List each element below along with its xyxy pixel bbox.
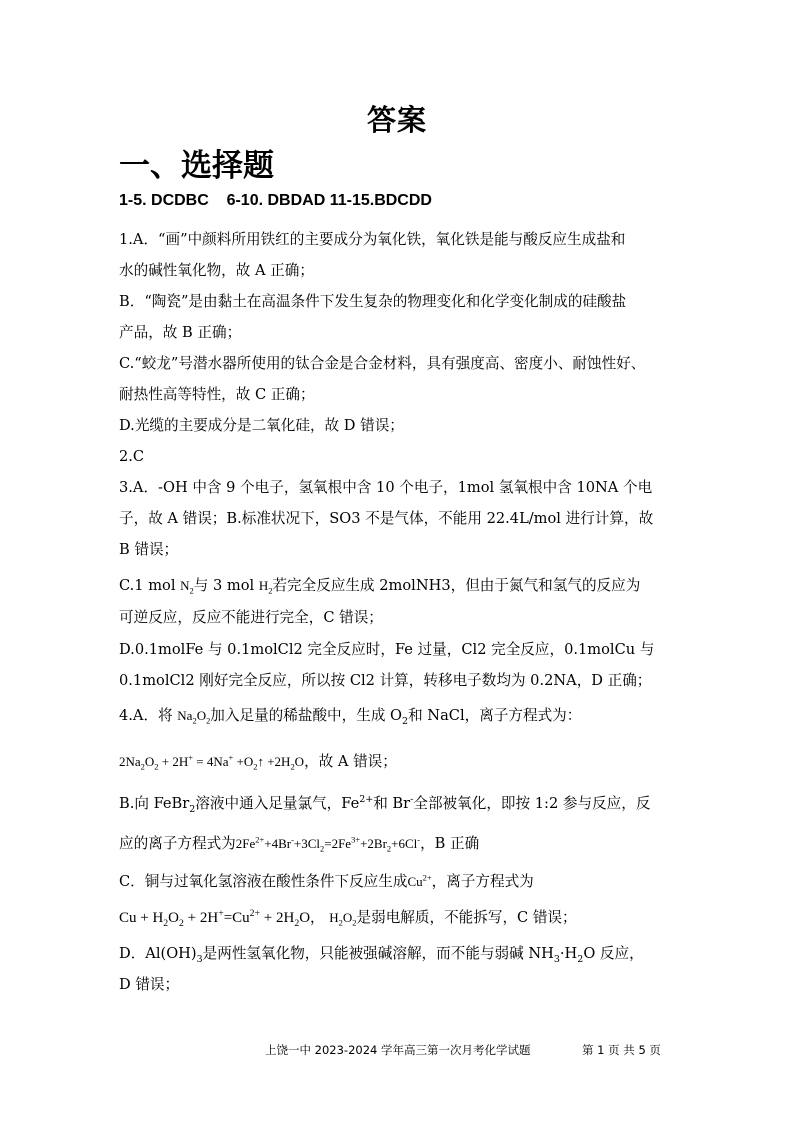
cu2plus-formula: $Cu^{2+}$ <box>407 872 432 889</box>
q4-d-line2: D 错误； <box>119 976 180 993</box>
q1-a-line1: 1.A．“画”中颜料所用铁红的主要成分为氧化铁，氧化铁是能与酸反应生成盐和 <box>119 231 626 248</box>
footer-title: 上饶一中 2023-2024 学年高三第一次月考化学试题 <box>265 1043 531 1057</box>
febr2-cl2-equation: $2Fe^{2+}+4Br^-+3Cl_2=2Fe^{3+}+2Br_2+6Cl^-$ <box>235 834 421 854</box>
q4-b-line1: B.向 FeBr$_2$溶液中通入足量氯气，$Fe^{2+}$和 Br-全部被氧化，即按 1:2 参与反应，反 <box>119 794 651 815</box>
answer-key: 1-5. DCDBC 6-10. DBDAD 11-15.BDCDD <box>119 192 432 209</box>
section-heading: 一、选择题 <box>119 148 274 184</box>
q3-a-line3: B 错误； <box>119 541 179 558</box>
q1-c-line1: C.“蛟龙”号潜水器所使用的钛合金是合金材料，具有强度高、密度小、耐蚀性好、 <box>119 355 646 372</box>
cu-h2o2-equation: $Cu + H_2O_2 + 2H^+=Cu^{2+} + 2H_2O$ <box>119 908 311 929</box>
h2-formula: $H_2$ <box>258 578 273 596</box>
q1-d-line1: D.光缆的主要成分是二氧化硅，故 D 错误； <box>119 417 404 434</box>
q3-a-line1: 3.A．-OH 中含 9 个电子，氢氧根中含 10 个电子，1mol 氢氧根中含 10NA 个电 <box>119 479 653 496</box>
q4-c-line1: C．铜与过氧化氢溶液在酸性条件下反应生成$Cu^{2+}$，离子方程式为 <box>119 872 534 890</box>
q1-b-line1: B．“陶瓷”是由黏土在高温条件下发生复杂的物理变化和化学变化制成的硅酸盐 <box>119 293 627 310</box>
q1-a-line2: 水的碱性氧化物，故 A 正确； <box>119 262 314 279</box>
q3-c-line1: C.1 mol $N_2$与 3 mol $H_2$若完全反应生成 2molNH3，但由于氮气和氢气的反应为 <box>119 577 641 596</box>
q3-c-line2: 可逆反应，反应不能进行完全，C 错误； <box>119 609 383 626</box>
page-title: 答案 <box>366 103 427 137</box>
n2-formula: $N_2$ <box>180 578 194 596</box>
q4-c-equation: $Cu + H_2O_2 + 2H^+=Cu^{2+} + 2H_2O$， $H_2O_2$是弱电解质，不能拆写，C 错误； <box>119 908 577 929</box>
q1-c-line2: 耐热性高等特性，故 C 正确； <box>119 386 315 403</box>
na2o2-hcl-equation: $2Na_2O_2 + 2H^+ = 4Na^+$ $+O_2↑ +2H_2O$ <box>119 752 305 772</box>
q2-line1: 2.C <box>119 448 145 465</box>
q1-b-line2: 产品，故 B 正确； <box>119 324 242 341</box>
q3-a-line2: 子，故 A 错误；B.标准状况下，SO3 不是气体，不能用 22.4L/mol 进行计算，故 <box>119 510 654 527</box>
q3-d-line2: 0.1molCl2 刚好完全反应，所以按 Cl2 计算，转移电子数均为 0.2NA，D 正确； <box>119 672 652 689</box>
footer-page-number: 第 1 页 共 5 页 <box>582 1043 661 1057</box>
q4-d-line1: D．$Al(OH)_3$是两性氢氧化物，只能被强碱溶解，而不能与弱碱 $NH_3\cdot H_2O$ 反应， <box>119 945 644 965</box>
q4-a-equation: $2Na_2O_2 + 2H^+ = 4Na^+$ $+O_2↑ +2H_2O$，故 A 错误； <box>119 752 397 772</box>
q3-d-line1: D.0.1molFe 与 0.1molCl2 完全反应时，Fe 过量，Cl2 完全反应，0.1molCu 与 <box>119 641 655 658</box>
q4-b-line2: 应的离子方程式为$2Fe^{2+}+4Br^-+3Cl_2=2Fe^{3+}+2Br_2+6Cl^-$，B 正确 <box>119 834 480 854</box>
na2o2-formula: $Na_2O_2$ <box>177 708 211 726</box>
q4-a-line1: 4.A．将 $Na_2O_2$加入足量的稀盐酸中，生成 $O_2$和 NaCl，离子方程式为： <box>119 707 582 727</box>
